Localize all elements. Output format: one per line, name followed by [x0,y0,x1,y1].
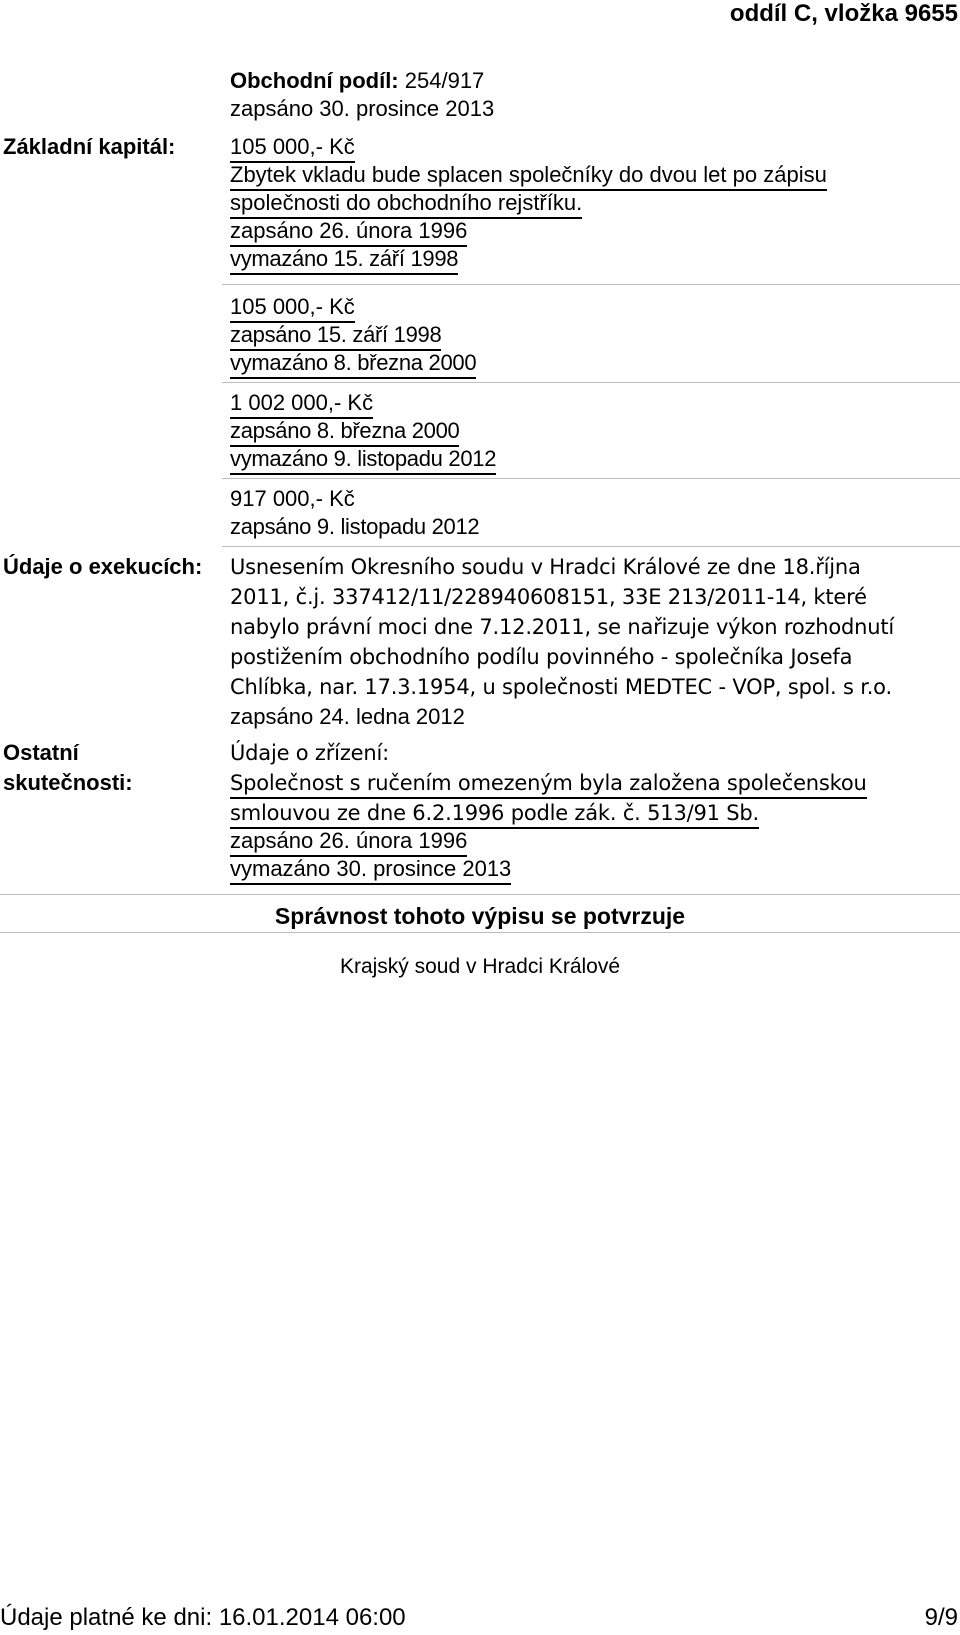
executions-text-line: postižením obchodního podílu povinného - společníka Josefa [230,645,853,669]
other-facts-text: Společnost s ručením omezeným byla založena společenskou [230,770,867,799]
capital-registered: zapsáno 8. března 2000 [230,418,459,447]
other-facts-heading: Údaje o zřízení: [230,741,389,765]
capital-amount: 105 000,- Kč [230,294,355,323]
divider [0,932,960,933]
share-label: Obchodní podíl: [230,68,399,93]
capital-label: Základní kapitál: [3,134,176,159]
certification-title: Správnost tohoto výpisu se potvrzuje [274,903,686,929]
capital-amount: 917 000,- Kč [230,486,355,511]
share-registered: zapsáno 30. prosince 2013 [230,96,495,121]
divider [222,478,960,479]
capital-deleted: vymazáno 15. září 1998 [230,246,458,275]
executions-registered: zapsáno 24. ledna 2012 [230,704,465,729]
issuing-court: Krajský soud v Hradci Králové [339,955,621,978]
other-facts-deleted: vymazáno 30. prosince 2013 [230,856,511,885]
other-facts-text: smlouvou ze dne 6.2.1996 podle zák. č. 513/91 Sb. [230,800,759,829]
capital-deleted: vymazáno 8. března 2000 [230,350,476,379]
capital-registered: zapsáno 26. února 1996 [230,218,467,247]
divider [222,546,960,547]
executions-text-line: Usnesením Okresního soudu v Hradci Králové ze dne 18.října [230,555,861,579]
executions-text-line: Chlíbka, nar. 17.3.1954, u společnosti MEDTEC - VOP, spol. s r.o. [230,675,892,699]
divider [222,382,960,383]
page-number: 9/9 [924,1604,958,1631]
valid-as-of: Údaje platné ke dni: 16.01.2014 06:00 [0,1604,406,1631]
divider [0,894,960,895]
capital-registered: zapsáno 15. září 1998 [230,322,441,351]
divider [222,284,960,285]
section-header: oddíl C, vložka 9655 [729,0,958,27]
capital-note: společnosti do obchodního rejstříku. [230,190,582,219]
capital-amount: 105 000,- Kč [230,134,355,163]
executions-text-line: nabylo právní moci dne 7.12.2011, se nařizuje výkon rozhodnutí [230,615,895,639]
other-facts-registered: zapsáno 26. února 1996 [230,828,467,857]
capital-deleted: vymazáno 9. listopadu 2012 [230,446,496,475]
capital-amount: 1 002 000,- Kč [230,390,373,419]
executions-label: Údaje o exekucích: [3,554,203,579]
capital-registered: zapsáno 9. listopadu 2012 [230,514,480,539]
capital-note: Zbytek vkladu bude splacen společníky do dvou let po zápisu [230,162,827,191]
share-line [230,66,484,96]
share-value: 254/917 [404,68,485,93]
executions-text-line: 2011, č.j. 337412/11/228940608151, 33E 213/2011-14, které [230,585,867,609]
other-facts-label: Ostatní skutečnosti: [3,740,133,795]
